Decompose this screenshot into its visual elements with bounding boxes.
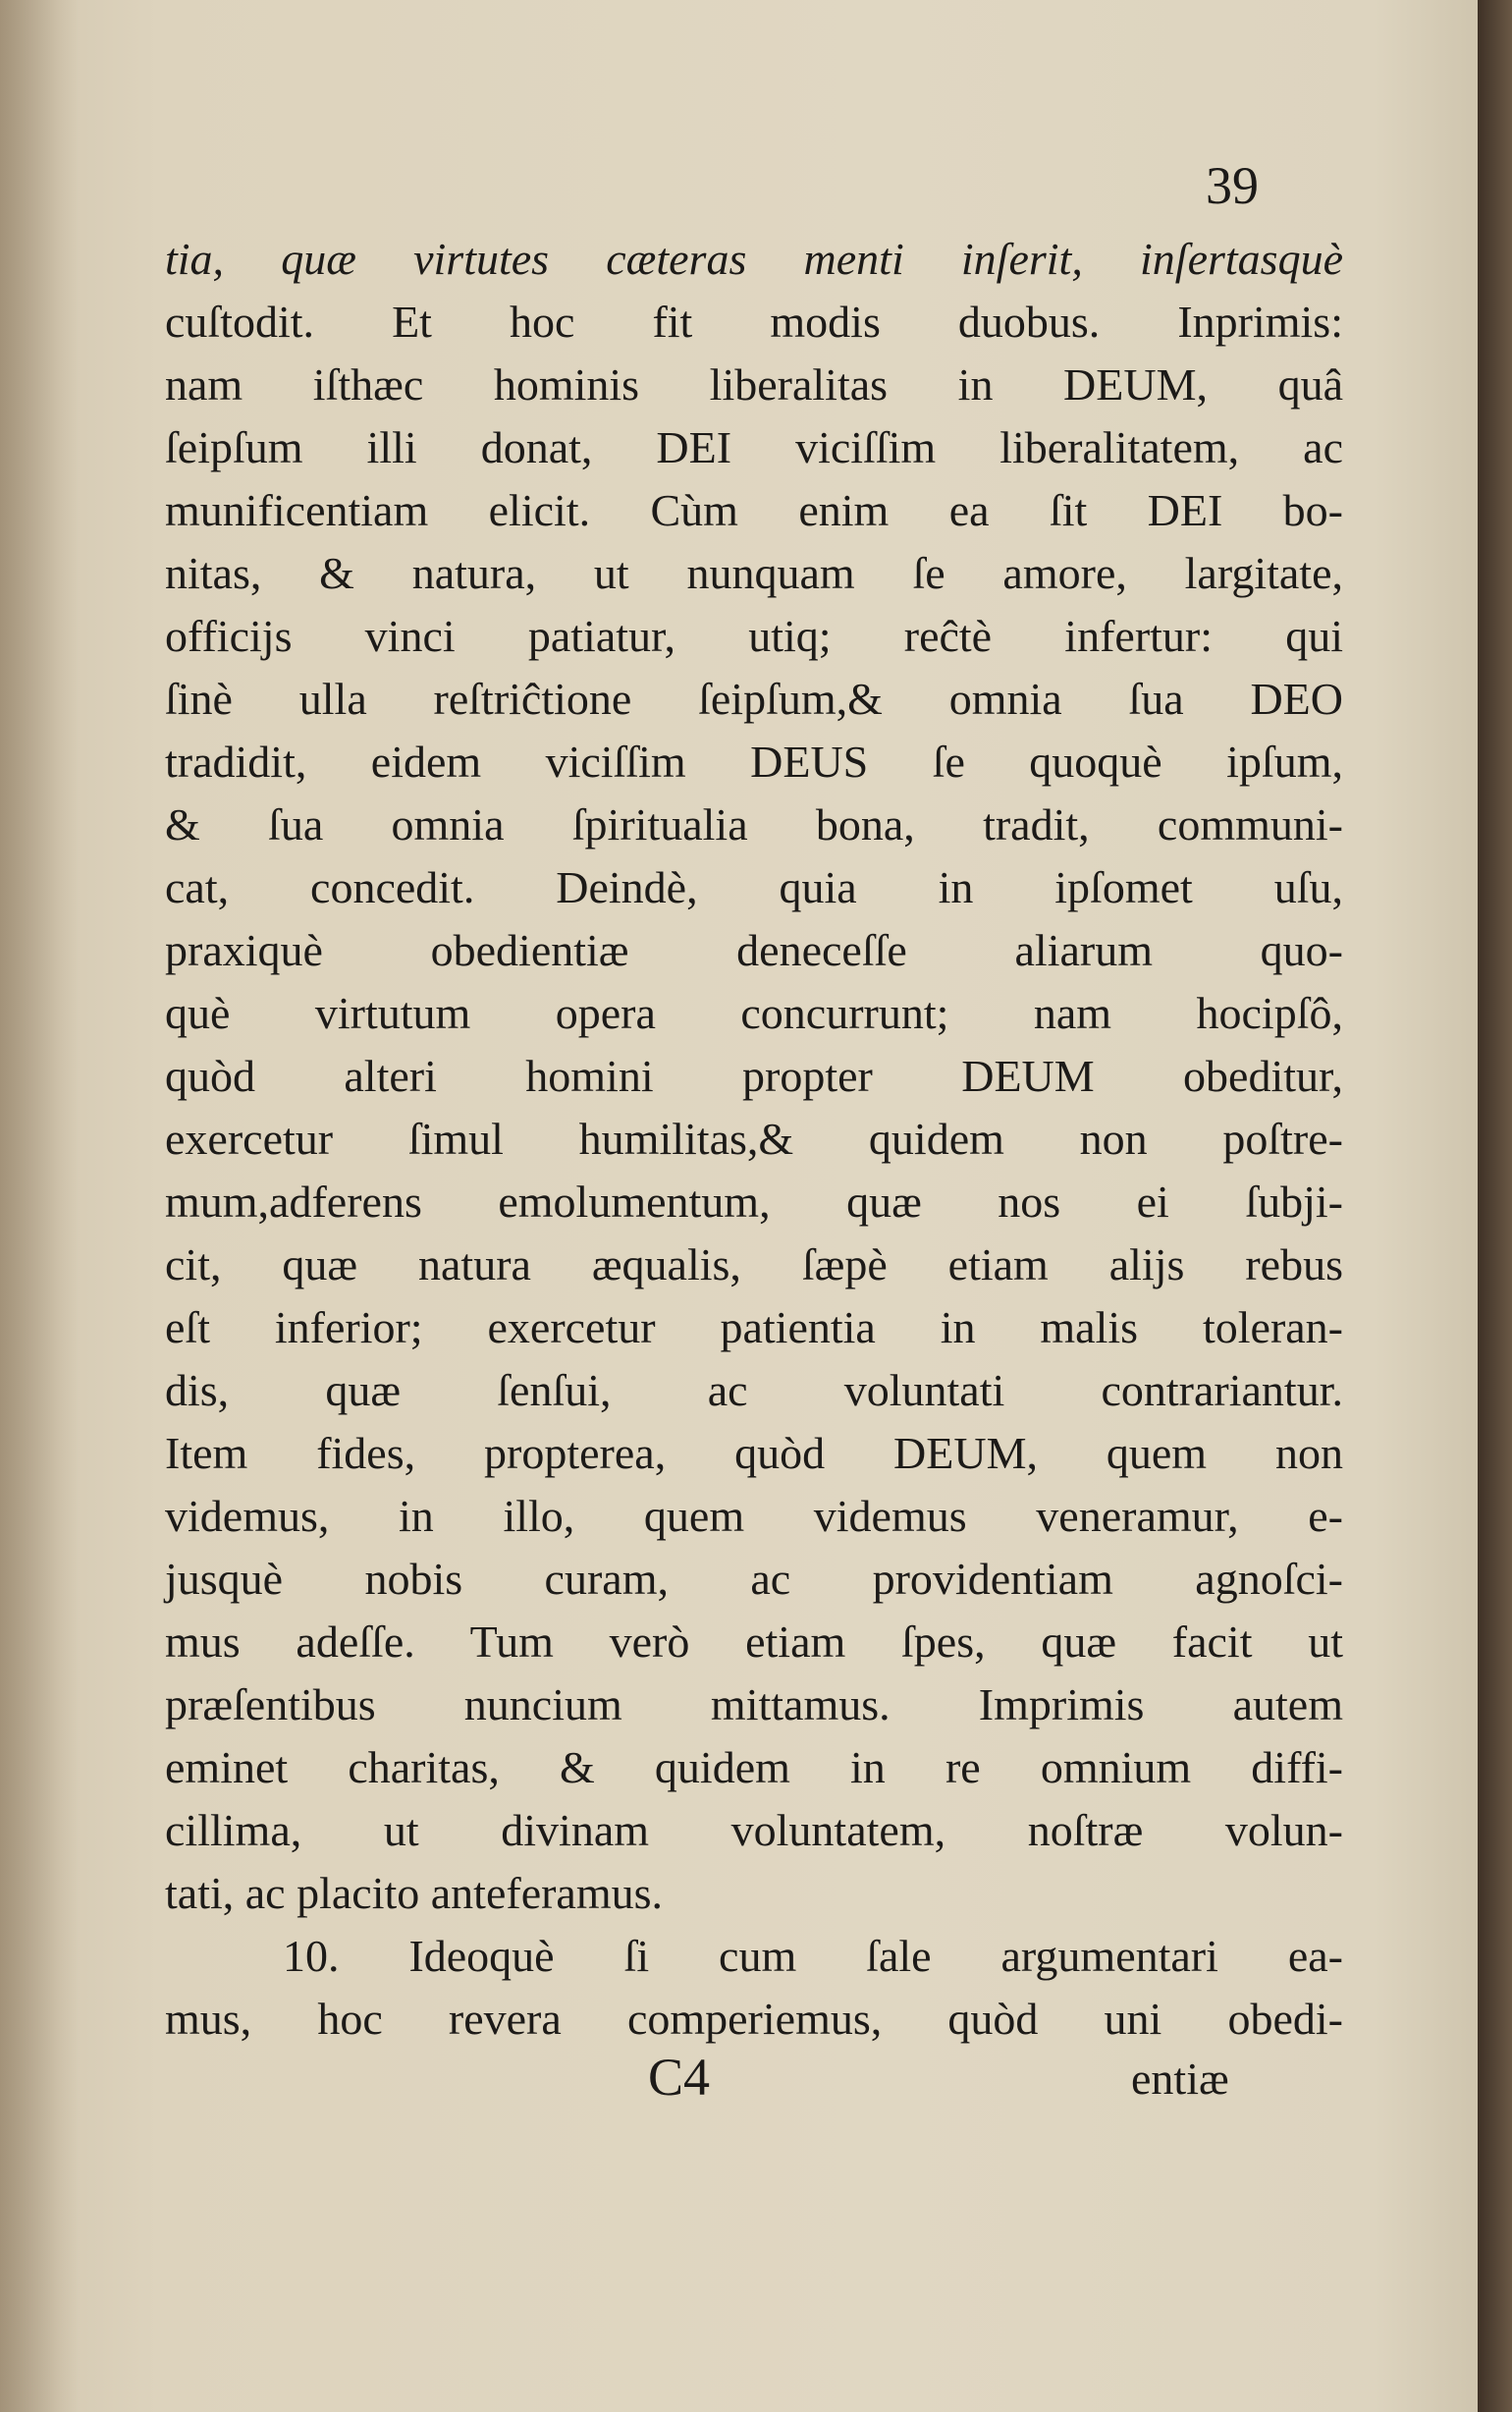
text-line: nitas, & natura, ut nunquam ſe amore, largitate, <box>165 548 1343 598</box>
text-line: videmus, in illo, quem videmus veneramur, e- <box>165 1491 1343 1541</box>
text-line: præſentibus nuncium mittamus. Imprimis autem <box>165 1679 1343 1729</box>
text-line: & ſua omnia ſpiritualia bona, tradit, communi- <box>165 799 1343 850</box>
signature-mark: C4 <box>648 2048 711 2107</box>
text-line: eſt inferior; exercetur patientia in malis toleran- <box>165 1302 1343 1352</box>
text-line: dis, quæ ſenſui, ac voluntati contrariantur. <box>165 1365 1343 1415</box>
text-line: mum,adferens emolumentum, quæ nos ei ſubji- <box>165 1177 1343 1227</box>
body-text <box>165 228 1343 2051</box>
text-line: ſeipſum illi donat, DEI viciſſim liberalitatem, ac <box>165 422 1343 472</box>
text-line: cuſtodit. Et hoc fit modis duobus. Inprimis: <box>165 297 1343 347</box>
text-line: Item fides, propterea, quòd DEUM, quem non <box>165 1428 1343 1478</box>
text-line: officijs vinci patiatur, utiq; reĉtè infertur: qui <box>165 611 1343 661</box>
text-line: mus adeſſe. Tum verò etiam ſpes, quæ facit ut <box>165 1617 1343 1667</box>
text-line: munificentiam elicit. Cùm enim ea ſit DEI bo- <box>165 485 1343 535</box>
book-edge <box>1478 0 1512 2412</box>
page-number: 39 <box>1206 156 1259 215</box>
text-line: quòd alteri homini propter DEUM obeditur, <box>165 1051 1343 1101</box>
text-line: jusquè nobis curam, ac providentiam agnoſci- <box>165 1554 1343 1604</box>
text-line: nam iſthæc hominis liberalitas in DEUM, quâ <box>165 359 1343 410</box>
text-line: tia, quæ virtutes cæteras menti inſerit, inſertasquè <box>165 234 1343 284</box>
text-line: praxiquè obedientiæ deneceſſe aliarum quo- <box>165 925 1343 975</box>
text-line: tati, ac placito anteferamus. <box>165 1868 664 1918</box>
text-line: cat, concedit. Deindè, quia in ipſomet uſu, <box>165 862 1343 912</box>
text-line: 10. Ideoquè ſi cum ſale argumentari ea- <box>283 1931 1343 1981</box>
text-line: mus, hoc revera comperiemus, quòd uni obedi- <box>165 1994 1343 2044</box>
text-line: què virtutum opera concurrunt; nam hocipſô, <box>165 988 1343 1038</box>
page-footer <box>0 2047 1478 2115</box>
text-line: tradidit, eidem viciſſim DEUS ſe quoquè ipſum, <box>165 737 1343 787</box>
text-line: ſinè ulla reſtriĉtione ſeipſum,& omnia ſua DEO <box>165 674 1343 724</box>
text-line: exercetur ſimul humilitas,& quidem non poſtre- <box>165 1114 1343 1164</box>
text-line: eminet charitas, & quidem in re omnium diffi- <box>165 1742 1343 1792</box>
text-line: cillima, ut divinam voluntatem, noſtræ volun- <box>165 1805 1343 1855</box>
catchword: entiæ <box>1131 2054 1229 2104</box>
text-line: cit, quæ natura æqualis, ſæpè etiam alijs rebus <box>165 1239 1343 1289</box>
